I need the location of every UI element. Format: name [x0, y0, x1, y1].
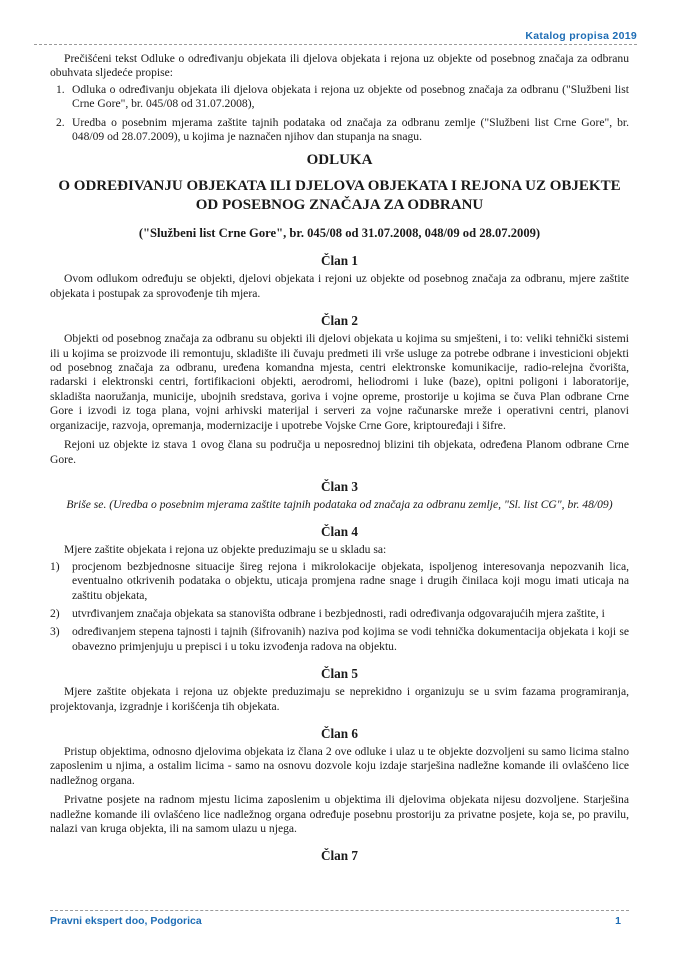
article-3-deleted-note: Briše se. (Uredba o posebnim mjerama zaštite tajnih podataka od značaja za odbranu zemlje, "Sl. list CG", br. 48/09): [66, 497, 613, 511]
article-3-heading: Član 3: [320, 478, 358, 494]
article-6-paragraph-1: Pristup objektima, odnosno djelovima objekata iz člana 2 ove odluke i ulaz u te objekte dozvoljeni su samo licima stalno zaposlenim u njima, a ostalim licima - samo na osnovu dozvole koju izdaje starješina nadležne komande ili ovlašćeno lice nadležnog organa.: [50, 744, 629, 787]
article-2-paragraph-1: Objekti od posebnog značaja za odbranu su objekti ili djelovi objekata u kojima su smješteni, i to: veliki tehnički sistemi ili u kojima se proizvode ili remontuju, skladište ili čuvaju predmeti ili vrše usluge za potrebe odbrane i investicioni objekti od posebnog značaja za odbranu, uređena komandna mjesta, centri elektronske komunikacije, radio-relejna čvorišta, radarski i elektronski centri, fortifikacioni objekti, aerodromi, heliodromi i luke (baze), opitni poligoni i laboratorije, skladišta naoružanja, municije, ubojnih sredstava, goriva i vojne opreme, prostorije u kojima se čuva Plan odbrane Crne Gore i izvodi iz toga plana, vojni arhivski materijal i serveri za vojne računarske mreže i operativni centri, planovi organizacije, razvoja, opremanja, modernizacije i upotrebe Vojske Crne Gore, kriptouređaji i šifre.: [50, 332, 629, 432]
list-item: 1. Odluka o određivanju objekata ili djelova objekata i rejona uz objekte od posebnog značaja za odbranu ("Službeni list Crne Gore", br. 045/08 od 31.07.2008),: [56, 82, 629, 111]
list-item: 2. Uredba o posebnim mjerama zaštite tajnih podataka od značaja za odbranu zemlje ("Službeni list Crne Gore", br. 048/09 od 28.07.2009), u kojima je naznačen njihov dan stupanja na snagu.: [56, 115, 629, 144]
page-number: 1: [615, 915, 621, 927]
intro-list: [50, 83, 629, 145]
intro-text: Prečišćeni tekst Odluke o određivanju objekata ili djelova objekata i rejona uz objekte od posebnog značaja za odbranu obuhvata sljedeće propise:: [50, 52, 629, 80]
document-body: [50, 52, 629, 867]
article-6-heading: Član 6: [320, 725, 358, 741]
article-2-heading: Član 2: [320, 313, 358, 329]
article-2-paragraph-2: Rejoni uz objekte iz stava 1 ovog člana su područja u neposrednoj blizini tih objekata, određena Planom odbrane Crne Gore.: [50, 438, 629, 466]
list-item: 2) utvrđivanjem značaja objekata sa stanovišta odbrane i bezbjednosti, radi određivanja odgovarajućih mjera zaštite, i: [50, 606, 605, 620]
gazette-reference: ("Službeni list Crne Gore", br. 045/08 od 31.07.2008, 048/09 od 28.07.2009): [138, 226, 541, 241]
article-1-heading: Član 1: [320, 253, 358, 269]
article-4-list: [50, 560, 629, 654]
article-4-lead: Mjere zaštite objekata i rejona uz objekte preduzimaju se u skladu sa:: [64, 543, 387, 557]
page-footer: [50, 910, 629, 927]
document-subtitle: O ODREĐIVANJU OBJEKATA ILI DJELOVA OBJEKATA I REJONA UZ OBJEKTE OD POSEBNOG ZNAČAJA ZA ODBRANU: [58, 178, 621, 214]
catalog-title: Katalog propisa 2019: [525, 30, 637, 42]
publisher-name: Pravni ekspert doo, Podgorica: [50, 915, 202, 927]
article-1-text: Ovom odlukom određuju se objekti, djelovi objekata i rejoni uz objekte od posebnog značaja za odbranu, mjere zaštite objekata i postupak za sprovođenje tih mjera.: [50, 272, 629, 300]
list-item: 1) procjenom bezbjednosne situacije šireg rejona i mikrolokacije objekata, ispoljenog interesovanja nepozvanih lica, eventualno otkrivenih podataka o objektu, uticaja promjena radne snage i drugih činilaca koji mogu imati uticaja na zaštitu objekata,: [50, 559, 629, 602]
article-6-paragraph-2: Privatne posjete na radnom mjestu licima zaposlenim u objektima ili djelovima objekata nijesu dozvoljene. Starješina nadležne komande ili ovlašćeno lice nadležnog organa određuje posebnu prostoriju za privatne posjete, koja se, po pravilu, nalazi van kruga objekta, ili na samom ulazu u njega.: [50, 793, 629, 835]
article-4-heading: Član 4: [320, 524, 358, 540]
article-5-heading: Član 5: [320, 666, 358, 682]
article-5-text: Mjere zaštite objekata i rejona uz objekte preduzimaju se neprekidno i organizuju se u svim fazama programiranja, projektovanja, izgradnje i korišćenja tih objekata.: [50, 685, 629, 713]
list-item: 3) određivanjem stepena tajnosti i tajnih (šifrovanih) naziva pod kojima se vodi tehnička dokumentacija objekata i koji se obavezno primjenjuju u prepisci i u toku izvođenja radova na objektu.: [50, 625, 629, 653]
document-title: ODLUKA: [306, 152, 373, 169]
page-header: [34, 28, 637, 45]
article-7-heading: Član 7: [320, 848, 358, 864]
